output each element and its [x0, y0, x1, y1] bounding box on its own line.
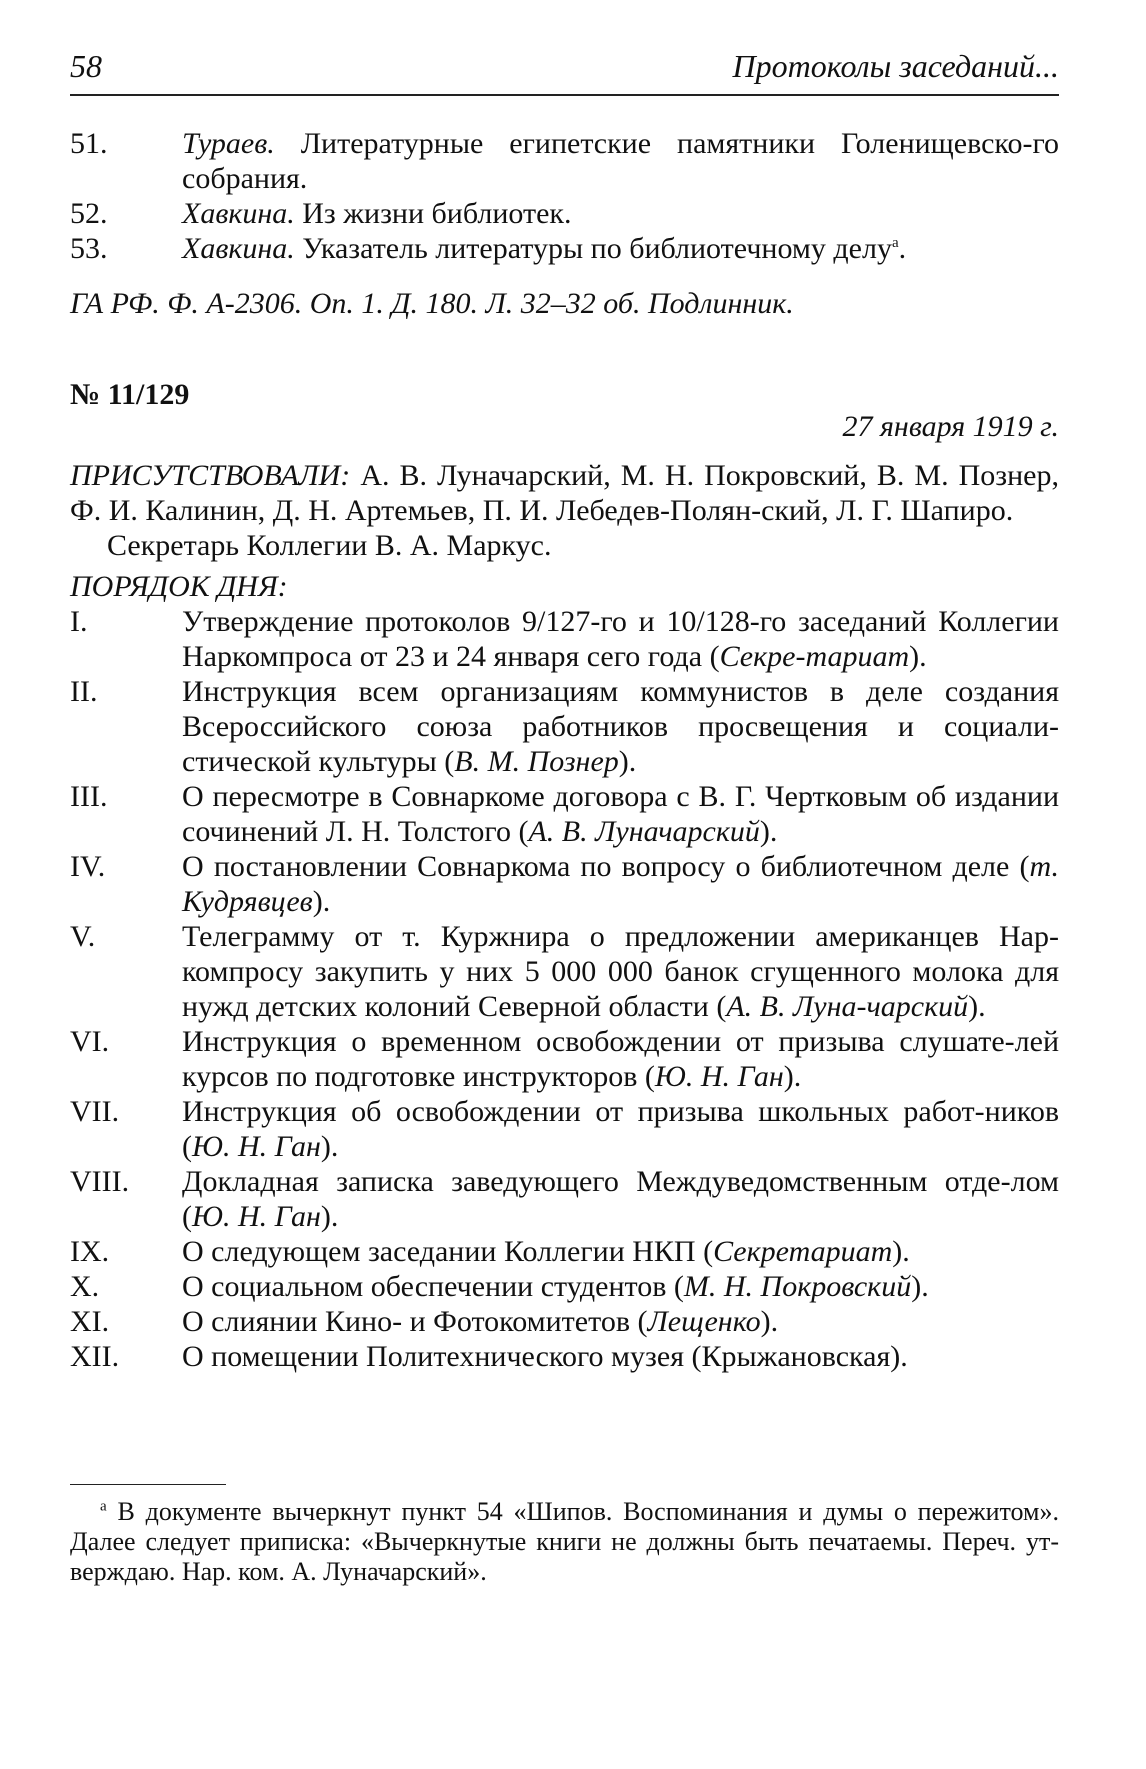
book-list-item [70, 196, 1059, 231]
book-list-item [70, 126, 1059, 196]
footnote-mark: а [100, 1498, 107, 1515]
agenda-item: XII. О помещении Политехнического музея (Крыжановская). [70, 1340, 908, 1373]
agenda-number: V. [70, 920, 96, 953]
agenda-speaker: М. Н. Покровский [683, 1270, 912, 1303]
book-list [70, 126, 1059, 266]
agenda-speaker: В. М. Познер [454, 745, 619, 778]
agenda-item: VIII. Докладная записка заведующего Междуведомственным отде-лом (Ю. Н. Ган). [70, 1165, 1059, 1233]
agenda-number: IX. [70, 1235, 110, 1268]
document-date: 27 января 1919 г. [842, 410, 1059, 443]
agenda-number: XII. [70, 1340, 120, 1373]
agenda-speaker: Ю. Н. Ган [192, 1200, 321, 1233]
agenda-speaker: Ю. Н. Ган [192, 1130, 321, 1163]
main-text [70, 126, 1059, 1374]
agenda-item: II. Инструкция всем организациям коммунистов в деле создания Всероссийского союза работников просвещения и социали-стической культуры (В. М. Познер). [70, 675, 1059, 778]
agenda-item: IV. О постановлении Совнаркома по вопросу о библиотечном деле (т. Кудрявцев). [70, 850, 1059, 918]
attendees-label: ПРИСУТСТВОВАЛИ: [70, 459, 351, 492]
footnote-mark: а [891, 235, 899, 251]
archive-source: ГА РФ. Ф. А-2306. Оп. 1. Д. 180. Л. 32–32 об. Подлинник. [70, 287, 794, 320]
agenda-item: V. Телеграмму от т. Куржнира о предложении американцев Нар-компросу закупить у них 5 000 000 банок сгущенного молока для нужд детских колоний Северной области (А. В. Луна-чарский). [70, 920, 1059, 1023]
book-author: Тураев. [182, 127, 275, 160]
agenda-number: IV. [70, 850, 106, 883]
book-author: Хавкина. [182, 197, 295, 230]
agenda-item: XI. О слиянии Кино- и Фотокомитетов (Лещенко). [70, 1305, 779, 1338]
book-list-item: 53. Хавкина. Указатель литературы по библиотечному делу$^а$. [70, 232, 907, 265]
item-number: 51. [70, 127, 108, 160]
attendees [70, 458, 1059, 528]
item-number: 53. [70, 232, 108, 265]
page-number: 58 [70, 48, 102, 84]
attendees-names: А. В. Луначарский, М. Н. Покровский, В. М. Познер, Ф. И. Калинин, Д. Н. Артемьев, П. И. Лебедев-Полян-ский, Л. Г. Шапиро. [70, 459, 1059, 527]
agenda-number: X. [70, 1270, 100, 1303]
book-title: Литературные египетские памятники Голенищевско-го собрания. [182, 127, 1060, 195]
agenda-number: II. [70, 675, 98, 708]
agenda-number: XI. [70, 1305, 110, 1338]
agenda-number: VIII. [70, 1165, 130, 1198]
item-number: 52. [70, 197, 108, 230]
agenda-list [70, 604, 1059, 1374]
running-header [70, 44, 1059, 96]
agenda-number: I. [70, 605, 88, 638]
footnote [70, 1497, 1059, 1587]
book-author: Хавкина. [182, 232, 295, 265]
agenda-item: IX. О следующем заседании Коллегии НКП (Секретариат). [70, 1235, 910, 1268]
agenda-speaker: А. В. Луна-чарский [726, 990, 969, 1023]
agenda-speaker: Секре-тариат [719, 640, 910, 673]
agenda-number: VII. [70, 1095, 120, 1128]
agenda-number: III. [70, 780, 108, 813]
agenda-number: VI. [70, 1025, 110, 1058]
agenda-item: III. О пересмотре в Совнаркоме договора с В. Г. Чертковым об издании сочинений Л. Н. Толстого (А. В. Луначарский). [70, 780, 1059, 848]
book-title: Из жизни библиотек. [302, 197, 572, 230]
agenda-speaker: Лещенко [647, 1305, 761, 1338]
footnote-text: В документе вычеркнут пункт 54 «Шипов. Воспоминания и думы о пережитом». Далее следует приписка: «Вычеркнутые книги не должны быть печатаемы. Переч. ут-верждаю. Нар. ком. А. Луначарский». [70, 1497, 1060, 1586]
agenda-item: VI. Инструкция о временном освобождении от призыва слушате-лей курсов по подготовке инструкторов (Ю. Н. Ган). [70, 1025, 1059, 1093]
footnote-divider [70, 1484, 226, 1485]
agenda-speaker: Секретариат [713, 1235, 893, 1268]
book-title: Указатель литературы по библиотечному делу [302, 232, 892, 265]
secretary: Секретарь Коллегии В. А. Маркус. [107, 529, 552, 562]
agenda-speaker: т. Кудрявцев [182, 850, 1059, 918]
agenda-item: X. О социальном обеспечении студентов (М. Н. Покровский). [70, 1270, 929, 1303]
document-number: № 11/129 [70, 378, 190, 411]
agenda-speaker: Ю. Н. Ган [654, 1060, 784, 1093]
agenda-item: VII. Инструкция об освобождении от призыва школьных работ-ников (Ю. Н. Ган). [70, 1095, 1059, 1163]
agenda-item: I. Утверждение протоколов 9/127-го и 10/128-го заседаний Коллегии Наркомпроса от 23 и 24 января сего года (Секре-тариат). [70, 605, 1059, 673]
agenda-title: ПОРЯДОК ДНЯ: [70, 570, 288, 603]
running-title: Протоколы заседаний... [732, 48, 1059, 84]
agenda-speaker: А. В. Луначарский [528, 815, 760, 848]
